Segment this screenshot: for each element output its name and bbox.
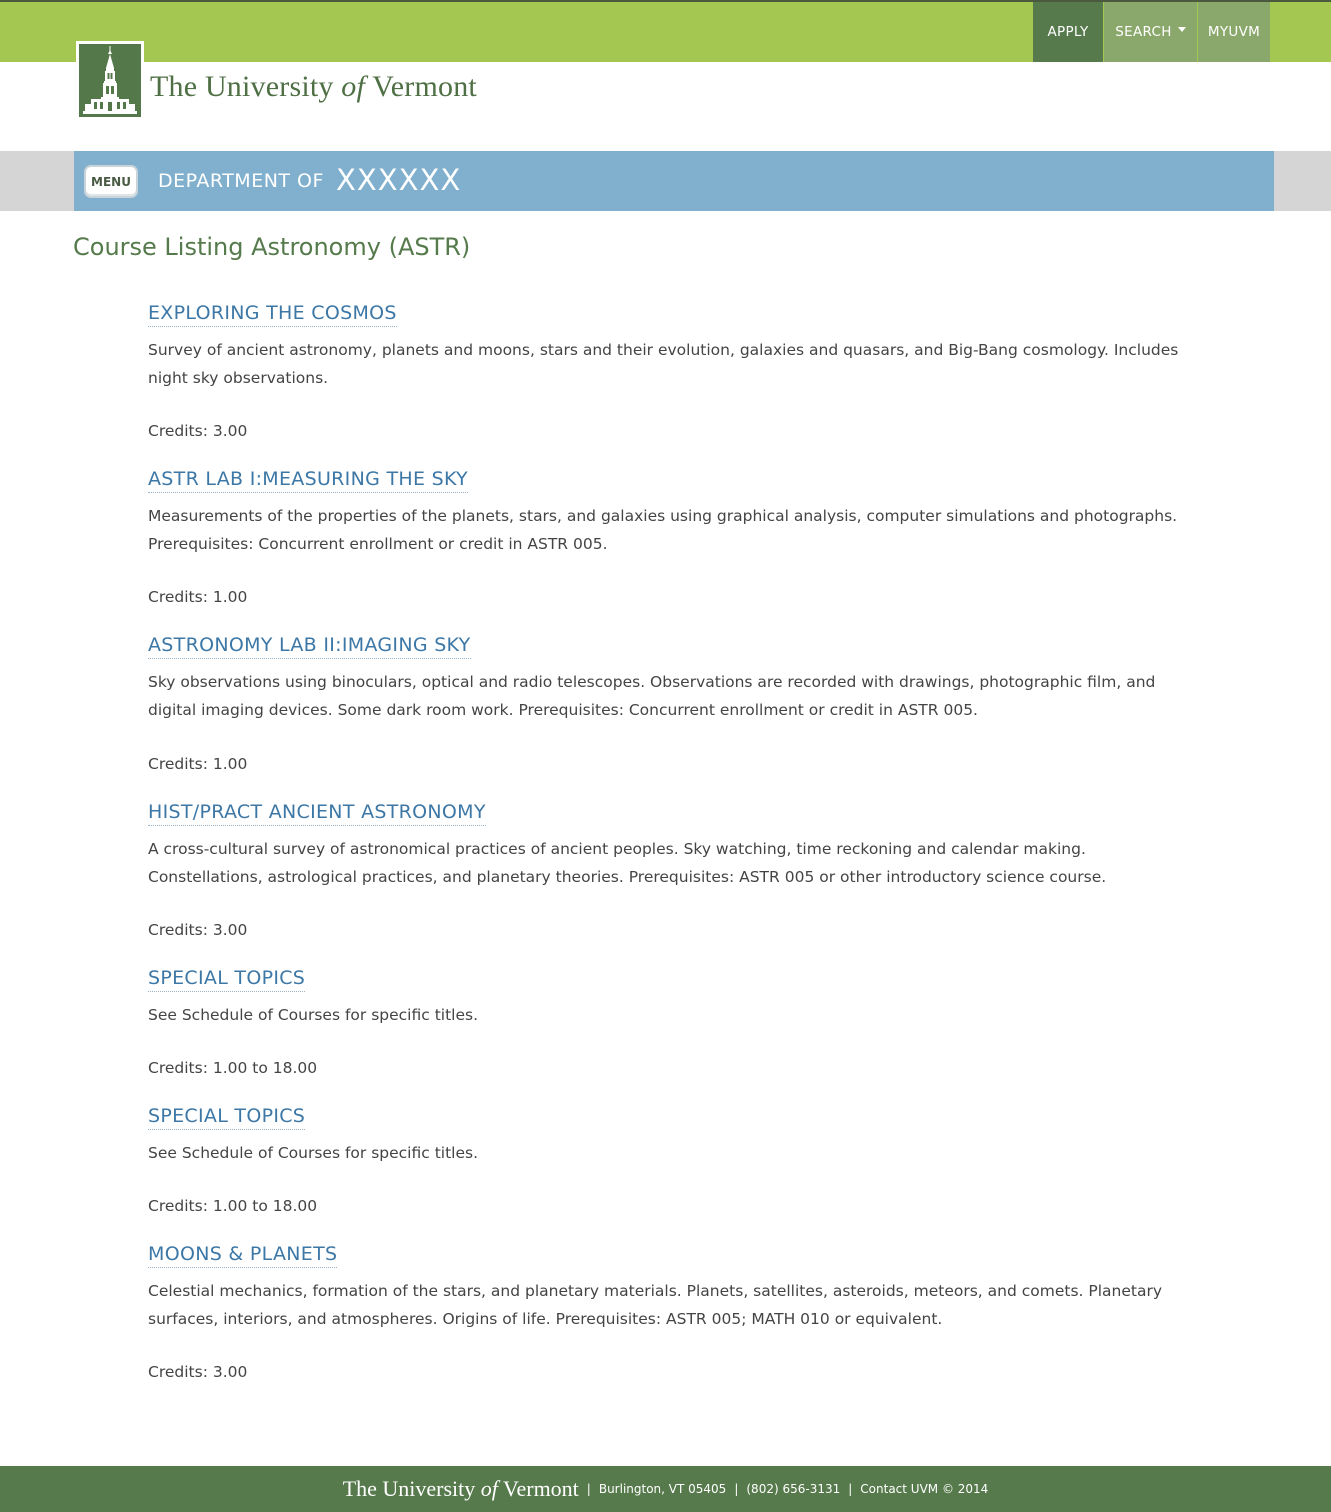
course-item <box>148 302 1188 392</box>
footer-phone: (802) 656-3131 <box>746 1482 841 1496</box>
course-item <box>148 1105 1188 1167</box>
course-item <box>148 1243 1188 1333</box>
uvm-logo[interactable] <box>76 41 144 120</box>
footer-separator: | <box>586 1482 591 1496</box>
top-nav <box>1033 2 1270 62</box>
wordmark-of: of <box>341 70 366 103</box>
menu-button[interactable] <box>84 165 138 198</box>
course-title-link[interactable]: ASTRONOMY LAB II:IMAGING SKY <box>148 634 471 659</box>
course-credits: Credits: 1.00 <box>148 755 248 773</box>
myuvm-link[interactable] <box>1198 2 1270 62</box>
top-bar <box>0 0 1331 62</box>
course-credits: Credits: 3.00 <box>148 422 248 440</box>
course-description: Measurements of the properties of the planets, stars, and galaxies using graphical analysis, computer simulations and photographs. Prerequisites: Concurrent enrollment or credit in ASTR 005. <box>148 507 1178 553</box>
myuvm-label: MYUVM <box>1207 24 1261 40</box>
footer-separator: | <box>734 1482 739 1496</box>
caret-down-icon <box>1178 27 1186 32</box>
course-description: Celestial mechanics, formation of the stars, and planetary materials. Planets, satellites, asteroids, meteors, and comets. Planetary surfaces, interiors, and atmospheres. Origins of life. Prerequisites: ASTR 005; MATH 010 or equivalent. <box>148 1282 1163 1328</box>
course-title-link[interactable]: ASTR LAB I:MEASURING THE SKY <box>148 468 468 493</box>
course-credits: Credits: 1.00 to 18.00 <box>148 1059 318 1077</box>
course-credits: Credits: 3.00 <box>148 1363 248 1381</box>
footer <box>0 1466 1331 1512</box>
menu-label: MENU <box>91 174 131 189</box>
course-title-link[interactable]: SPECIAL TOPICS <box>148 1105 305 1130</box>
wordmark-vermont: Vermont <box>372 70 477 103</box>
course-title-link[interactable]: SPECIAL TOPICS <box>148 967 305 992</box>
university-wordmark[interactable] <box>150 70 477 104</box>
footer-address: Burlington, VT 05405 <box>598 1482 727 1496</box>
footer-wordmark[interactable] <box>343 1476 579 1502</box>
apply-label: APPLY <box>1047 24 1089 40</box>
uvm-tower-icon <box>79 44 141 117</box>
course-title-link[interactable]: MOONS & PLANETS <box>148 1243 337 1268</box>
course-credits: Credits: 3.00 <box>148 921 248 939</box>
course-item <box>148 634 1188 724</box>
course-credits: Credits: 1.00 to 18.00 <box>148 1197 318 1215</box>
footer-wordmark-vermont: Vermont <box>503 1476 579 1501</box>
footer-separator: | <box>848 1482 853 1496</box>
search-dropdown[interactable] <box>1104 2 1197 62</box>
footer-contact-link[interactable]: Contact UVM © 2014 <box>860 1482 989 1496</box>
course-description: A cross-cultural survey of astronomical practices of ancient peoples. Sky watching, time reckoning and calendar making. Constellations, astrological practices, and planetary theories. Prerequisites: ASTR 005 or other introductory science course. <box>148 840 1107 886</box>
page-title: Course Listing Astronomy (ASTR) <box>73 233 471 261</box>
footer-wordmark-of: of <box>480 1476 498 1501</box>
course-item <box>148 801 1188 891</box>
course-description: Sky observations using binoculars, optical and radio telescopes. Observations are recorded with drawings, photographic film, and digital imaging devices. Some dark room work. Prerequisites: Concurrent enrollment or credit in ASTR 005. <box>148 673 1156 719</box>
search-label: SEARCH <box>1115 24 1172 40</box>
department-prefix: DEPARTMENT OF <box>158 170 324 192</box>
wordmark-the: The University <box>150 70 334 103</box>
course-title-link[interactable]: HIST/PRACT ANCIENT ASTRONOMY <box>148 801 486 826</box>
course-description: See Schedule of Courses for specific titles. <box>148 1006 479 1024</box>
course-item <box>148 967 1188 1029</box>
course-item <box>148 468 1188 558</box>
department-name[interactable]: XXXXXX <box>336 163 462 197</box>
apply-link[interactable] <box>1033 2 1103 62</box>
footer-wordmark-the: The University <box>342 1476 476 1501</box>
course-credits: Credits: 1.00 <box>148 588 248 606</box>
course-title-link[interactable]: EXPLORING THE COSMOS <box>148 302 397 327</box>
course-description: Survey of ancient astronomy, planets and moons, stars and their evolution, galaxies and quasars, and Big-Bang cosmology. Includes night sky observations. <box>148 341 1179 387</box>
course-description: See Schedule of Courses for specific titles. <box>148 1144 479 1162</box>
